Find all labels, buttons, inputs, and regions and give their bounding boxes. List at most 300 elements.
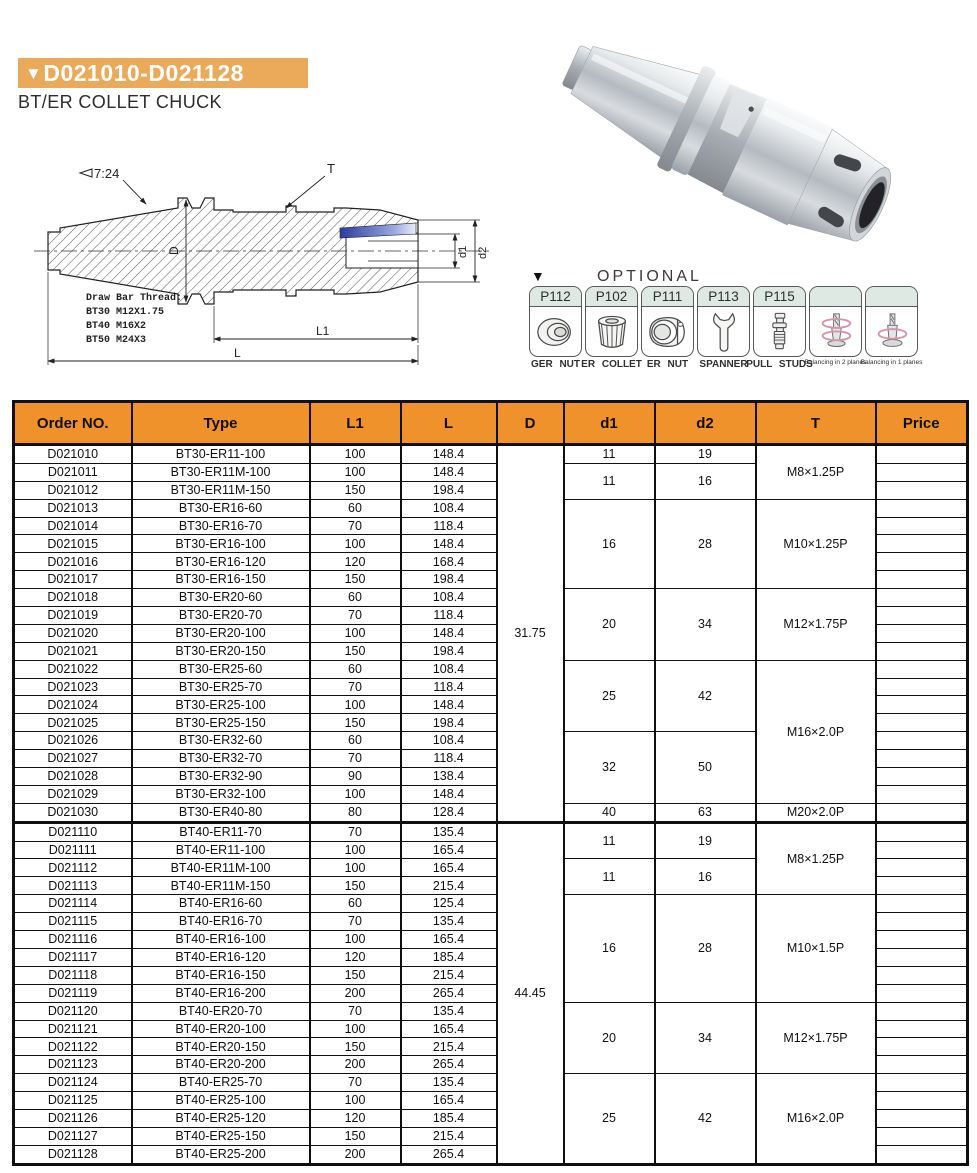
cell-price [876,535,968,553]
cell-l: 118.4 [401,750,497,768]
cell-order-no: D021124 [14,1074,132,1092]
cell-l: 148.4 [401,535,497,553]
cell-price [876,768,968,786]
cell-order-no: D021110 [14,822,132,841]
cell-type: BT40-ER16-200 [132,984,310,1002]
cell-price [876,803,968,822]
cell-d2-merged: 50 [655,732,756,804]
cell-l: 165.4 [401,859,497,877]
cell-l1: 70 [310,1074,401,1092]
cell-d2-merged: 42 [655,660,756,732]
optional-item-p113 [697,286,750,370]
cell-price [876,895,968,913]
product-title: BT/ER COLLET CHUCK [18,92,222,112]
optional-box [585,286,638,357]
cell-d2-merged: 34 [655,1002,756,1074]
cell-l1: 150 [310,571,401,589]
page-title-band [18,58,308,88]
optional-box-code: P102 [586,287,637,307]
table-row [14,1002,968,1020]
cell-thread-merged: M10×1.25P [756,499,876,588]
cell-l: 118.4 [401,517,497,535]
column-header: d2 [655,402,756,445]
cell-price [876,624,968,642]
optional-item-label: ER NUT [646,359,689,370]
cell-l1: 100 [310,1092,401,1110]
cell-l: 265.4 [401,984,497,1002]
order-range: D021010-D021128 [43,60,244,86]
cell-l: 198.4 [401,642,497,660]
column-header: L [401,402,497,445]
cell-order-no: D021013 [14,499,132,517]
cell-l1: 150 [310,1038,401,1056]
cell-l: 108.4 [401,660,497,678]
cell-l: 215.4 [401,1127,497,1145]
optional-item-p115 [746,286,813,370]
cell-price [876,517,968,535]
cell-price [876,1038,968,1056]
optional-box-code [866,287,917,307]
cell-type: BT40-ER20-70 [132,1002,310,1020]
optional-items-row [529,286,923,370]
optional-box [753,286,806,357]
cell-type: BT30-ER16-150 [132,571,310,589]
cell-l: 138.4 [401,768,497,786]
cell-l: 108.4 [401,499,497,517]
cell-type: BT40-ER20-100 [132,1020,310,1038]
cell-d2-merged: 16 [655,463,756,499]
cell-l: 125.4 [401,895,497,913]
balancing-2-planes-icon [810,307,861,356]
cell-l1: 100 [310,463,401,481]
cell-l: 185.4 [401,1109,497,1127]
cell-l1: 70 [310,913,401,931]
cell-type: BT40-ER16-70 [132,913,310,931]
cell-order-no: D021114 [14,895,132,913]
dim-t-label: T [327,161,335,176]
table-row [14,660,968,678]
cell-price [876,463,968,481]
column-header: Order NO. [14,402,132,445]
cell-order-no: D021030 [14,803,132,822]
cell-thread-merged: M16×2.0P [756,1074,876,1164]
dim-d1-label: d1 [457,245,469,258]
cell-l1: 70 [310,1002,401,1020]
cell-l: 135.4 [401,913,497,931]
dim-l1-label: L1 [316,324,330,338]
cell-order-no: D021022 [14,660,132,678]
cell-l1: 60 [310,499,401,517]
cell-order-no: D021119 [14,984,132,1002]
cell-l1: 70 [310,822,401,841]
cell-l: 198.4 [401,571,497,589]
cell-l: 165.4 [401,841,497,859]
drawbar-note-bt50: BT50 M24X3 [86,335,147,346]
optional-box [865,286,918,357]
optional-item-p111 [641,286,694,370]
cell-l1: 200 [310,1145,401,1164]
cell-l1: 70 [310,678,401,696]
cell-thread-merged: M10×1.5P [756,895,876,1002]
cell-price [876,445,968,464]
cell-type: BT30-ER25-150 [132,714,310,732]
drawbar-note-bt40: BT40 M16X2 [86,321,147,332]
cell-l: 108.4 [401,589,497,607]
column-header: T [756,402,876,445]
cell-thread-merged: M8×1.25P [756,822,876,895]
cell-d1-merged: 16 [564,499,655,588]
drawbar-note-title: Draw Bar Thread: [86,293,183,304]
cell-l: 215.4 [401,877,497,895]
cell-order-no: D021115 [14,913,132,931]
cell-price [876,607,968,625]
ger-nut-icon [530,307,581,356]
cell-order-no: D021024 [14,696,132,714]
technical-drawing [28,146,500,388]
cell-order-no: D021027 [14,750,132,768]
cell-type: BT30-ER20-60 [132,589,310,607]
cell-d1-merged: 11 [564,463,655,499]
optional-box-code: P113 [698,287,749,307]
cell-l1: 100 [310,445,401,464]
cell-order-no: D021016 [14,553,132,571]
cell-price [876,1074,968,1092]
optional-box [697,286,750,357]
cell-price [876,1002,968,1020]
cell-d1-merged: 11 [564,859,655,895]
cell-type: BT40-ER16-60 [132,895,310,913]
cell-thread-merged: M12×1.75P [756,1002,876,1074]
balancing-1-planes-icon [866,307,917,356]
cell-d2-merged: 34 [655,589,756,661]
optional-box [641,286,694,357]
cell-d-merged: 31.75 [497,445,564,823]
cell-type: BT30-ER25-70 [132,678,310,696]
cell-l: 148.4 [401,463,497,481]
cell-l1: 120 [310,1109,401,1127]
cell-order-no: D021020 [14,624,132,642]
cell-l: 135.4 [401,1074,497,1092]
cell-l: 118.4 [401,607,497,625]
cell-l1: 150 [310,1127,401,1145]
cell-order-no: D021010 [14,445,132,464]
dim-d-label: D [167,246,181,255]
cell-d-merged: 44.45 [497,822,564,1164]
cell-l1: 100 [310,859,401,877]
cell-l1: 120 [310,948,401,966]
column-header: L1 [310,402,401,445]
cell-l1: 150 [310,714,401,732]
cell-order-no: D021121 [14,1020,132,1038]
optional-item-label: Balancing in 2 planes [804,359,867,366]
optional-item-p102 [581,286,642,370]
cell-l1: 100 [310,785,401,803]
cell-l1: 80 [310,803,401,822]
cell-l: 135.4 [401,822,497,841]
cell-order-no: D021112 [14,859,132,877]
table-row [14,1074,968,1092]
cell-order-no: D021029 [14,785,132,803]
cell-type: BT30-ER20-100 [132,624,310,642]
cell-d1-merged: 25 [564,1074,655,1164]
er-nut-icon [642,307,693,356]
cell-type: BT30-ER16-120 [132,553,310,571]
cell-type: BT30-ER16-100 [132,535,310,553]
cell-l: 185.4 [401,948,497,966]
cell-order-no: D021113 [14,877,132,895]
cell-price [876,877,968,895]
cell-d1-merged: 11 [564,822,655,859]
cell-order-no: D021019 [14,607,132,625]
cell-type: BT40-ER25-100 [132,1092,310,1110]
cell-order-no: D021127 [14,1127,132,1145]
cell-order-no: D021012 [14,481,132,499]
cell-price [876,1127,968,1145]
cell-thread-merged: M16×2.0P [756,660,876,803]
column-header: D [497,402,564,445]
cell-price [876,589,968,607]
triangle-marker-icon: ▼ [25,64,43,83]
cell-order-no: D021026 [14,732,132,750]
cell-order-no: D021128 [14,1145,132,1164]
cell-order-no: D021025 [14,714,132,732]
cell-order-no: D021011 [14,463,132,481]
table-row [14,589,968,607]
cell-l: 265.4 [401,1056,497,1074]
cell-price [876,1145,968,1164]
cell-price [876,499,968,517]
cell-l: 128.4 [401,803,497,822]
dim-l-label: L [234,346,241,360]
dim-d2-label: d2 [477,246,489,259]
optional-box [529,286,582,357]
cell-order-no: D021120 [14,1002,132,1020]
cell-d1-merged: 16 [564,895,655,1002]
cell-l1: 100 [310,696,401,714]
cell-l1: 200 [310,1056,401,1074]
cell-type: BT40-ER25-200 [132,1145,310,1164]
cell-d2-merged: 63 [655,803,756,822]
cell-l1: 100 [310,841,401,859]
cell-price [876,481,968,499]
optional-box-code [810,287,861,307]
cell-type: BT30-ER25-100 [132,696,310,714]
cell-l: 148.4 [401,696,497,714]
cell-type: BT30-ER20-150 [132,642,310,660]
cell-l: 148.4 [401,785,497,803]
optional-box-code: P111 [642,287,693,307]
cell-l1: 100 [310,931,401,949]
cell-thread-merged: M12×1.75P [756,589,876,661]
cell-l: 198.4 [401,481,497,499]
cell-order-no: D021017 [14,571,132,589]
cell-price [876,913,968,931]
cell-l1: 100 [310,624,401,642]
er-collet-icon [586,307,637,356]
cell-order-no: D021126 [14,1109,132,1127]
optional-box-code: P115 [754,287,805,307]
cell-order-no: D021015 [14,535,132,553]
cell-order-no: D021117 [14,948,132,966]
table-row [14,499,968,517]
cell-price [876,571,968,589]
optional-title: OPTIONAL [597,268,702,285]
cell-order-no: D021028 [14,768,132,786]
cell-type: BT40-ER11-70 [132,822,310,841]
optional-item-label: GER NUT [531,359,580,370]
optional-item [860,286,923,370]
cell-order-no: D021014 [14,517,132,535]
cell-type: BT30-ER20-70 [132,607,310,625]
cell-l: 215.4 [401,966,497,984]
cell-price [876,1092,968,1110]
optional-item [804,286,867,370]
cell-d2-merged: 16 [655,859,756,895]
pull-studs-icon [754,307,805,356]
cell-l: 165.4 [401,1020,497,1038]
cell-d1-merged: 11 [564,445,655,464]
cell-price [876,660,968,678]
cell-l: 198.4 [401,714,497,732]
cell-price [876,822,968,841]
cell-type: BT40-ER25-150 [132,1127,310,1145]
cell-l1: 100 [310,535,401,553]
cell-thread-merged: M8×1.25P [756,445,876,500]
cell-price [876,1056,968,1074]
cell-l1: 150 [310,877,401,895]
optional-marker-icon: ▼ [531,268,545,284]
cell-type: BT40-ER16-120 [132,948,310,966]
cell-price [876,553,968,571]
spanner-icon [698,307,749,356]
optional-item-label: ER COLLET [581,359,642,370]
cell-type: BT40-ER11-100 [132,841,310,859]
cell-l1: 100 [310,1020,401,1038]
optional-item-label: Balancing in 1 planes [860,359,923,366]
cell-type: BT40-ER16-150 [132,966,310,984]
cell-l: 165.4 [401,931,497,949]
cell-l1: 70 [310,750,401,768]
cell-order-no: D021118 [14,966,132,984]
table-row [14,803,968,822]
cell-type: BT40-ER20-150 [132,1038,310,1056]
cell-price [876,859,968,877]
cell-price [876,841,968,859]
cell-order-no: D021122 [14,1038,132,1056]
cell-d1-merged: 40 [564,803,655,822]
cell-d2-merged: 19 [655,822,756,859]
cell-l: 265.4 [401,1145,497,1164]
cell-type: BT30-ER11M-150 [132,481,310,499]
cell-order-no: D021111 [14,841,132,859]
cell-type: BT30-ER32-60 [132,732,310,750]
cell-l: 148.4 [401,624,497,642]
cell-l: 108.4 [401,732,497,750]
cell-type: BT40-ER25-120 [132,1109,310,1127]
spec-table [12,400,969,1166]
cell-price [876,1020,968,1038]
cell-l1: 90 [310,768,401,786]
cell-type: BT30-ER32-70 [132,750,310,768]
table-header-row [14,402,968,445]
cell-type: BT30-ER32-100 [132,785,310,803]
cell-l1: 150 [310,966,401,984]
cell-price [876,678,968,696]
cell-l1: 150 [310,642,401,660]
cell-d1-merged: 32 [564,732,655,804]
cell-l1: 70 [310,517,401,535]
cell-price [876,750,968,768]
cell-type: BT30-ER11-100 [132,445,310,464]
cell-d2-merged: 28 [655,499,756,588]
cell-l: 148.4 [401,445,497,464]
cell-l: 118.4 [401,678,497,696]
cell-order-no: D021018 [14,589,132,607]
cell-order-no: D021023 [14,678,132,696]
cell-price [876,948,968,966]
drawbar-note-bt30: BT30 M12X1.75 [86,307,165,318]
cell-price [876,696,968,714]
cell-type: BT40-ER11M-100 [132,859,310,877]
cell-type: BT40-ER16-100 [132,931,310,949]
cell-l1: 60 [310,660,401,678]
cell-price [876,984,968,1002]
cell-l1: 60 [310,732,401,750]
cell-d2-merged: 42 [655,1074,756,1164]
column-header: d1 [564,402,655,445]
cell-price [876,732,968,750]
cell-type: BT30-ER40-80 [132,803,310,822]
cell-price [876,1109,968,1127]
cell-l1: 120 [310,553,401,571]
cell-price [876,785,968,803]
cell-d1-merged: 25 [564,660,655,732]
cell-type: BT30-ER16-70 [132,517,310,535]
cell-l: 168.4 [401,553,497,571]
cell-l1: 200 [310,984,401,1002]
cell-type: BT40-ER20-200 [132,1056,310,1074]
column-header: Price [876,402,968,445]
cell-order-no: D021123 [14,1056,132,1074]
cell-d2-merged: 19 [655,445,756,464]
cell-price [876,966,968,984]
cell-price [876,714,968,732]
cell-d1-merged: 20 [564,589,655,661]
cell-type: BT30-ER16-60 [132,499,310,517]
cell-order-no: D021125 [14,1092,132,1110]
table-row [14,445,968,464]
cell-thread-merged: M20×2.0P [756,803,876,822]
cell-l: 135.4 [401,1002,497,1020]
optional-box-code: P112 [530,287,581,307]
cell-l1: 60 [310,895,401,913]
cell-l1: 70 [310,607,401,625]
taper-ratio-label: 7:24 [94,166,120,181]
cell-type: BT40-ER25-70 [132,1074,310,1092]
cell-price [876,931,968,949]
optional-item-label: SPANNER [699,359,748,370]
cell-l: 215.4 [401,1038,497,1056]
column-header: Type [132,402,310,445]
cell-l1: 150 [310,481,401,499]
product-photo [545,36,955,278]
cell-order-no: D021116 [14,931,132,949]
cell-type: BT30-ER25-60 [132,660,310,678]
optional-box [809,286,862,357]
cell-l1: 60 [310,589,401,607]
table-row [14,895,968,913]
cell-type: BT40-ER11M-150 [132,877,310,895]
